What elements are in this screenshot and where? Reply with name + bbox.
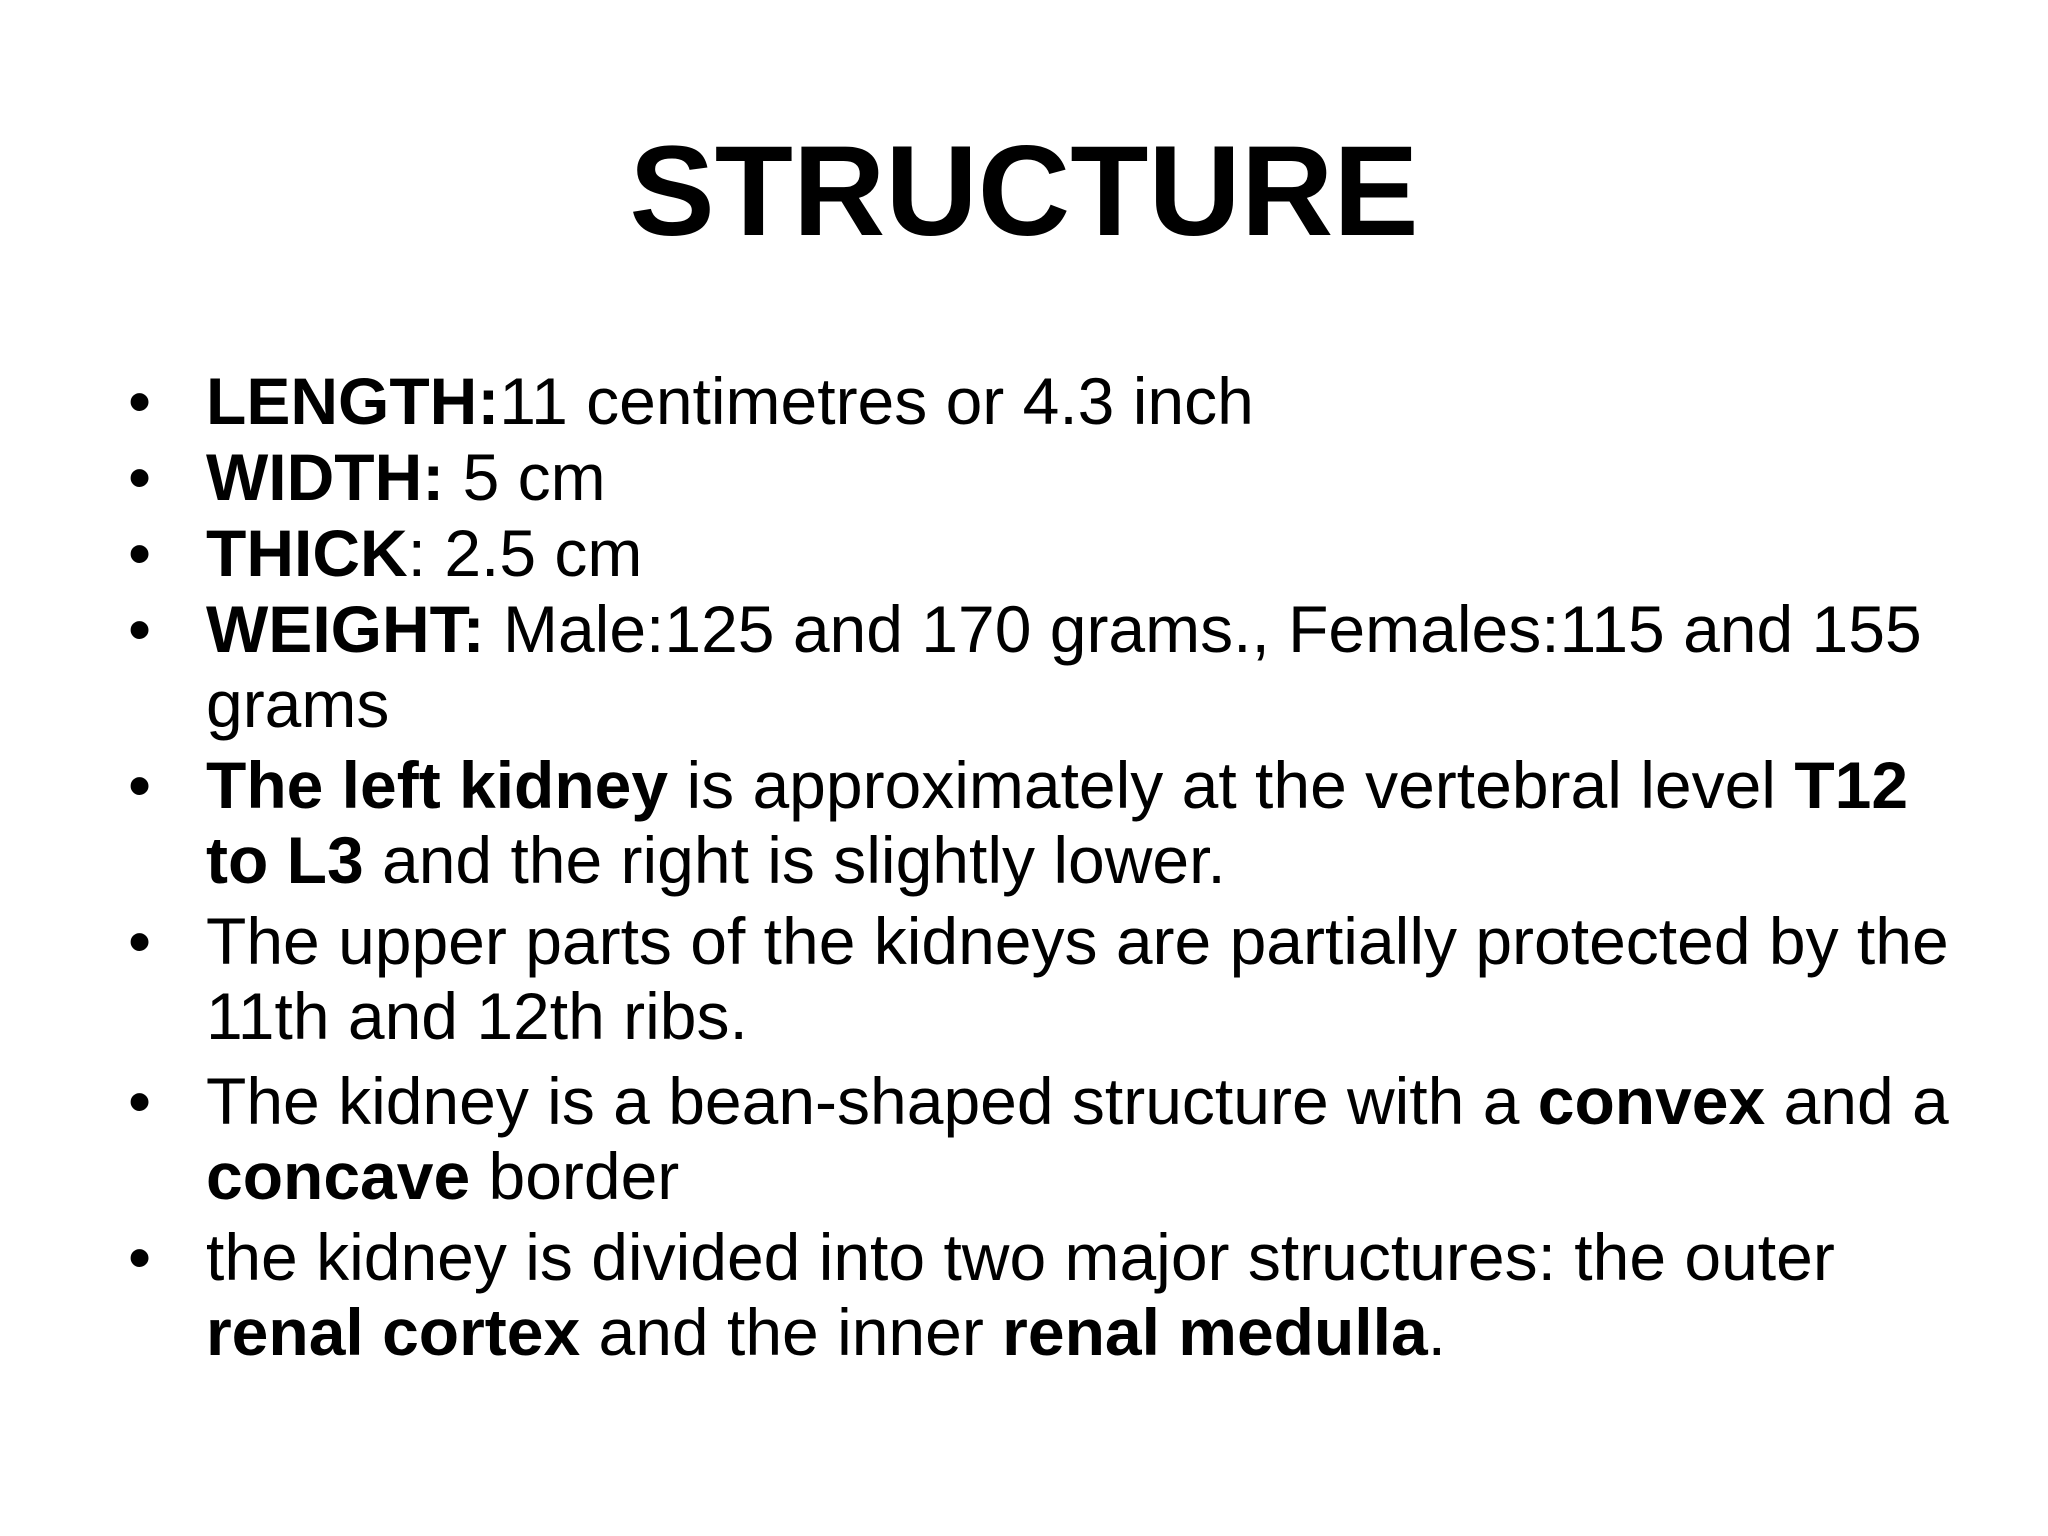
- bullet-text: The upper parts of the kidneys are partially protected by the 11th and 12th ribs.: [206, 904, 1949, 1053]
- bullet-label: THICK: [206, 516, 408, 590]
- bullet-bold-text: T12 to L3: [206, 748, 1909, 897]
- bullet-icon: •: [128, 904, 152, 978]
- bullet-item-length: [128, 364, 1966, 439]
- bullet-icon: •: [128, 748, 152, 822]
- bullet-icon: •: [128, 592, 152, 666]
- bullet-text: is approximately at the vertebral level: [668, 748, 1795, 822]
- bullet-icon: •: [128, 440, 152, 514]
- bullet-item-weight: [128, 592, 1966, 742]
- bullet-text: Male:125 and 170 grams., Females:115 and 155 grams: [206, 592, 1922, 741]
- bullet-text: : 2.5 cm: [407, 516, 643, 590]
- bullet-bold-text: convex: [1537, 1064, 1766, 1138]
- bullet-text: .: [1427, 1295, 1447, 1369]
- bullet-item-left-kidney: [128, 748, 1966, 898]
- bullet-text: and the inner: [580, 1295, 1003, 1369]
- bullet-icon: •: [128, 1064, 152, 1138]
- bullet-text: and the right is slightly lower.: [363, 823, 1226, 897]
- bullet-bold-text: concave: [206, 1139, 471, 1213]
- bullet-label: LENGTH:: [206, 364, 500, 438]
- bullet-label: WIDTH:: [206, 440, 445, 514]
- bullet-item-width: [128, 440, 1966, 515]
- bullet-bold-text: The left kidney: [206, 748, 669, 822]
- slide-title: STRUCTURE: [629, 120, 1419, 263]
- bullet-bold-text: renal medulla: [1002, 1295, 1428, 1369]
- bullet-icon: •: [128, 364, 152, 438]
- bullet-text: the kidney is divided into two major structures: the outer: [206, 1220, 1835, 1294]
- bullet-text: The kidney is a bean-shaped structure with a: [206, 1064, 1538, 1138]
- bullet-icon: •: [128, 516, 152, 590]
- bullet-text: and a: [1765, 1064, 1949, 1138]
- bullet-text: border: [470, 1139, 680, 1213]
- bullet-text: 5 cm: [444, 440, 606, 514]
- bullet-icon: •: [128, 1220, 152, 1294]
- bullet-item-thick: [128, 516, 1966, 591]
- bullet-item-bean-shaped: [128, 1064, 1966, 1214]
- bullet-label: WEIGHT:: [206, 592, 485, 666]
- bullet-item-major-structures: [128, 1220, 1966, 1370]
- bullet-text: 11 centimetres or 4.3 inch: [499, 364, 1254, 438]
- bullet-item-upper-parts: [128, 904, 1966, 1054]
- bullet-bold-text: renal cortex: [206, 1295, 581, 1369]
